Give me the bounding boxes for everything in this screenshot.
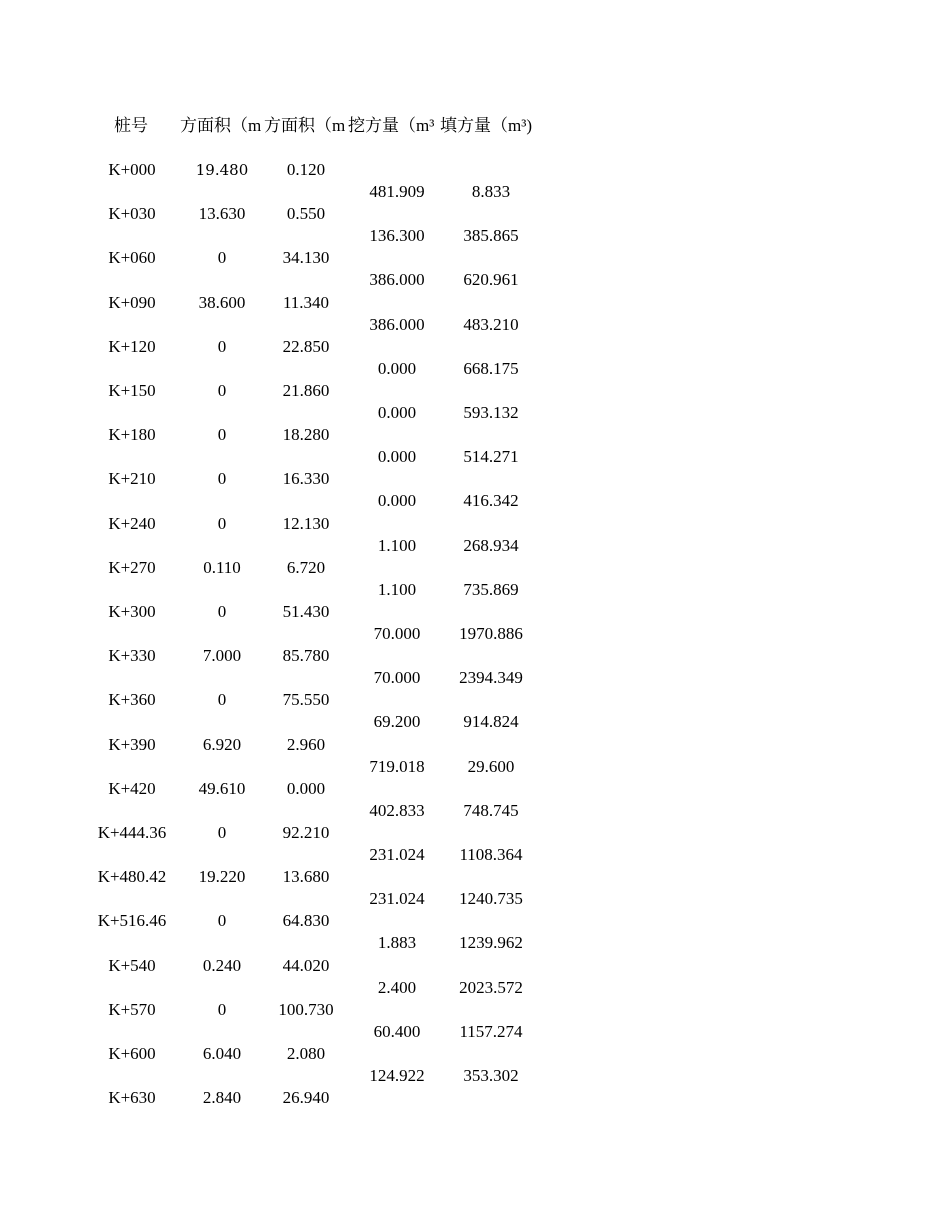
cut-area-cell: 7.000 [202,646,242,665]
cut-volume-cell: 70.000 [373,624,421,643]
cut-area-cell: 0 [217,381,227,400]
station-cell: K+210 [108,469,156,488]
station-cell: K+300 [108,602,156,621]
cut-area-cell: 19.480 [195,161,249,179]
cut-area-cell: 0.110 [203,558,241,577]
cut-volume-cell: 231.024 [369,845,425,864]
fill-area-cell: 0.000 [286,779,326,798]
fill-volume-cell: 593.132 [463,403,519,422]
station-cell: K+570 [108,1000,156,1019]
fill-area-cell: 26.940 [282,1088,330,1107]
cut-volume-cell: 481.909 [369,182,425,201]
cut-area-cell: 0.240 [202,956,242,975]
fill-volume-cell: 385.865 [463,226,519,245]
cut-area-cell: 6.040 [202,1044,242,1063]
fill-volume-cell: 416.342 [463,491,519,510]
cut-volume-cell: 70.000 [373,668,421,687]
fill-area-cell: 0.120 [286,160,326,179]
fill-volume-cell: 620.961 [463,270,519,289]
fill-area-cell: 12.130 [282,514,330,533]
cut-volume-cell: 231.024 [369,889,425,908]
station-cell: K+540 [108,956,156,975]
fill-volume-cell: 353.302 [463,1066,519,1085]
fill-volume-cell: 483.210 [463,315,519,334]
cut-volume-cell: 1.883 [377,933,417,952]
cut-volume-cell: 402.833 [369,801,425,820]
fill-area-cell: 21.860 [282,381,330,400]
fill-area-cell: 100.730 [278,1000,334,1019]
cut-area-cell: 0 [217,425,227,444]
cut-volume-cell: 0.000 [377,359,417,378]
cut-volume-cell: 386.000 [369,315,425,334]
cut-area-cell: 0 [217,911,227,930]
fill-volume-cell: 514.271 [463,447,519,466]
fill-volume-cell: 1240.735 [459,889,523,908]
station-cell: K+030 [108,204,156,223]
cut-area-cell: 0 [217,514,227,533]
fill-volume-cell: 735.869 [463,580,519,599]
fill-area-cell: 34.130 [282,248,330,267]
cut-volume-cell: 60.400 [373,1022,421,1041]
fill-volume-cell: 748.745 [463,801,519,820]
cut-volume-cell: 0.000 [377,403,417,422]
header-fill-area: 方面积（m [264,116,346,135]
cut-volume-cell: 69.200 [373,712,421,731]
fill-volume-cell: 8.833 [471,182,511,201]
cut-area-cell: 0 [217,823,227,842]
station-cell: K+270 [108,558,156,577]
station-cell: K+150 [108,381,156,400]
station-cell: K+240 [108,514,156,533]
fill-volume-cell: 914.824 [463,712,519,731]
header-cut-volume: 挖方量（m³ [348,116,435,135]
cut-area-cell: 49.610 [198,779,246,798]
station-cell: K+180 [108,425,156,444]
station-cell: K+120 [108,337,156,356]
fill-area-cell: 51.430 [282,602,330,621]
cut-volume-cell: 136.300 [369,226,425,245]
fill-volume-cell: 1157.274 [459,1022,523,1041]
fill-volume-cell: 668.175 [463,359,519,378]
cut-area-cell: 2.840 [202,1088,242,1107]
fill-area-cell: 13.680 [282,867,330,886]
fill-area-cell: 22.850 [282,337,330,356]
station-cell: K+090 [108,293,156,312]
station-cell: K+390 [108,735,156,754]
cut-area-cell: 0 [217,690,227,709]
fill-volume-cell: 268.934 [463,536,519,555]
station-cell: K+360 [108,690,156,709]
station-cell: K+516.46 [97,911,167,930]
fill-volume-cell: 1239.962 [459,933,523,952]
cut-area-cell: 13.630 [198,204,246,223]
fill-area-cell: 6.720 [286,558,326,577]
cut-area-cell: 19.220 [198,867,246,886]
fill-area-cell: 85.780 [282,646,330,665]
cut-volume-cell: 0.000 [377,491,417,510]
cut-area-cell: 0 [217,248,227,267]
station-cell: K+480.42 [97,867,167,886]
station-cell: K+330 [108,646,156,665]
cut-volume-cell: 1.100 [377,536,417,555]
fill-area-cell: 16.330 [282,469,330,488]
cut-area-cell: 0 [217,469,227,488]
fill-area-cell: 18.280 [282,425,330,444]
fill-volume-cell: 1108.364 [459,845,523,864]
station-cell: K+420 [108,779,156,798]
cut-area-cell: 38.600 [198,293,246,312]
cut-area-cell: 0 [217,1000,227,1019]
station-cell: K+630 [108,1088,156,1107]
fill-area-cell: 64.830 [282,911,330,930]
fill-volume-cell: 2023.572 [459,978,523,997]
station-cell: K+600 [108,1044,156,1063]
fill-area-cell: 44.020 [282,956,330,975]
fill-volume-cell: 1970.886 [459,624,523,643]
fill-volume-cell: 29.600 [467,757,515,776]
header-cut-area: 方面积（m [180,116,262,135]
cut-area-cell: 0 [217,337,227,356]
station-cell: K+000 [108,160,156,179]
station-cell: K+444.36 [97,823,167,842]
fill-area-cell: 75.550 [282,690,330,709]
fill-area-cell: 2.960 [286,735,326,754]
cut-volume-cell: 719.018 [369,757,425,776]
fill-volume-cell: 2394.349 [459,668,523,687]
fill-area-cell: 0.550 [286,204,326,223]
header-fill-volume: 填方量（m³) [440,116,532,135]
cut-area-cell: 6.920 [202,735,242,754]
cut-volume-cell: 386.000 [369,270,425,289]
header-station: 桩号 [114,116,148,135]
fill-area-cell: 92.210 [282,823,330,842]
cut-volume-cell: 1.100 [377,580,417,599]
cut-volume-cell: 0.000 [377,447,417,466]
station-cell: K+060 [108,248,156,267]
cut-volume-cell: 124.922 [369,1066,425,1085]
cut-area-cell: 0 [217,602,227,621]
fill-area-cell: 2.080 [286,1044,326,1063]
cut-volume-cell: 2.400 [377,978,417,997]
fill-area-cell: 11.340 [282,293,330,312]
